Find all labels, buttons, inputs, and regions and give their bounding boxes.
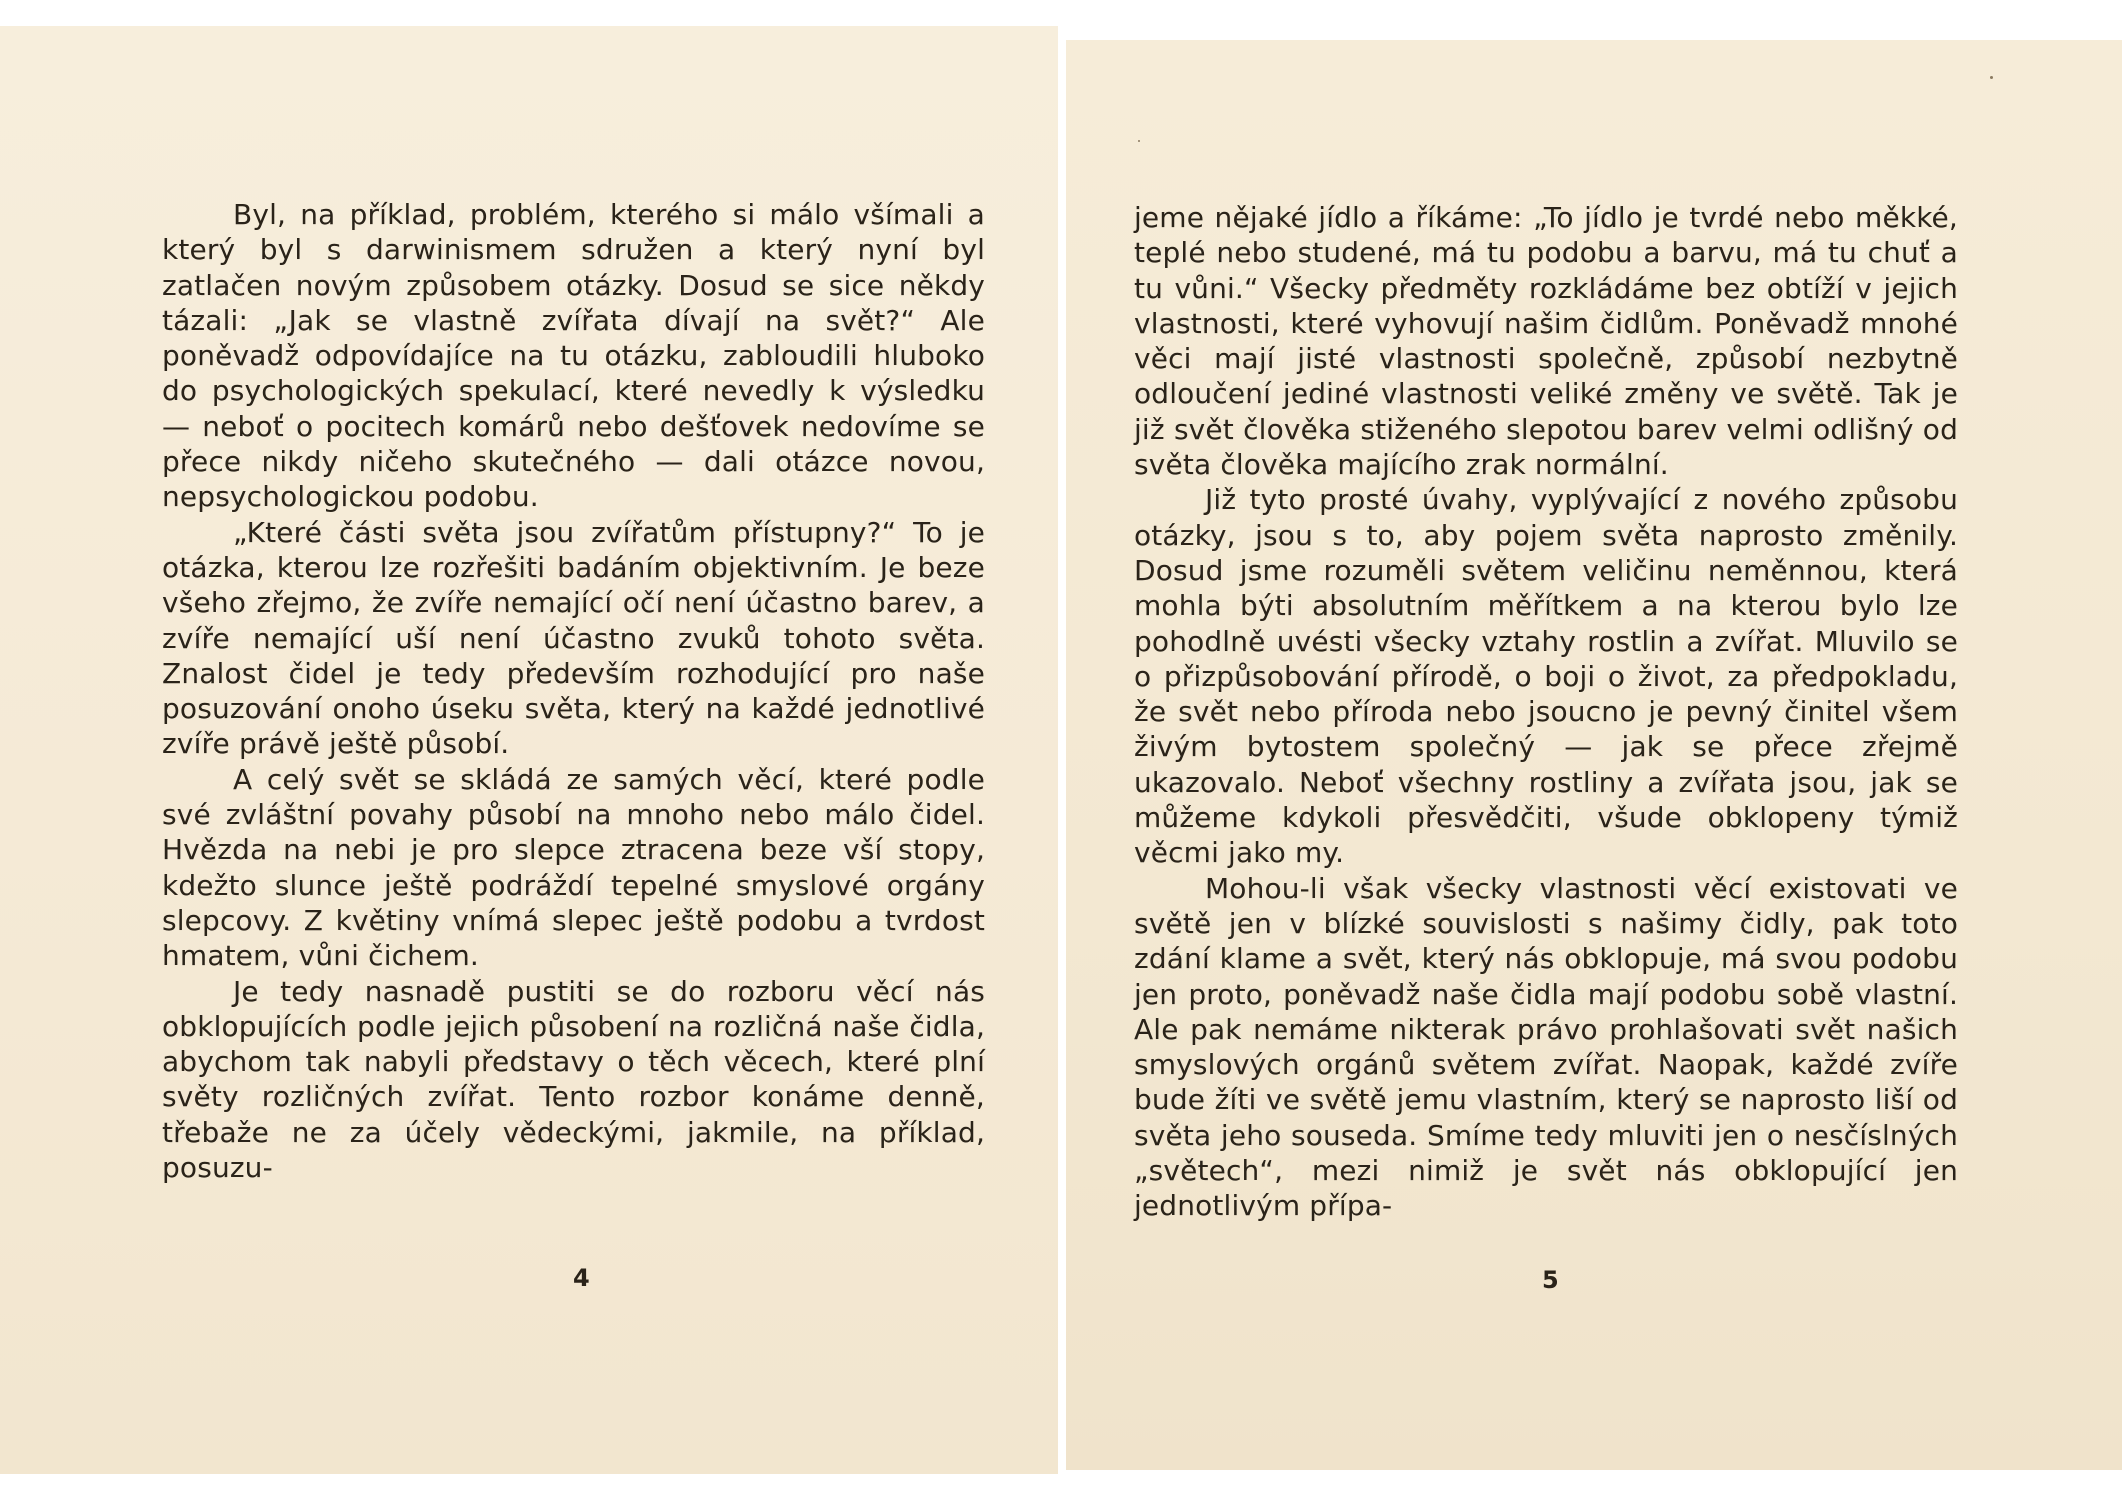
left-page-number: 4 — [573, 1264, 590, 1292]
right-paragraph-1: jeme nějaké jídlo a říkáme: „To jídlo je tvrdé nebo měkké, teplé nebo studené, má tu podobu a barvu, má tu chuť a tu vůni.“ Všecky předměty rozkládáme bez obtíží v jejich vlastnosti, které vyhovují našim čidlům. Poněvadž mnohé věci mají jisté vlastnosti společně, způsobí nezbytně odloučení jediné vlastnosti veliké změny ve světě. Tak je již svět člověka stiženého slepotou barev velmi odlišný od světa člověka majícího zrak normální. — [1134, 201, 1958, 482]
right-paragraph-2: Již tyto prosté úvahy, vyplývající z nového způsobu otázky, jsou s to, aby pojem světa naprosto změnily. Dosud jsme rozuměli světem veličinu neměnnou, která mohla býti absolutním měřítkem a na kterou bylo lze pohodlně uvésti všecky vztahy rostlin a zvířat. Mluvilo se o přizpůsobování přírodě, o boji o život, za předpokladu, že svět nebo příroda nebo jsoucno je pevný činitel všem živým bytostem společný — jak se přece zřejmě ukazovalo. Neboť všechny rostliny a zvířata jsou, jak se můžeme kdykoli přesvědčiti, všude obklopeny týmiž věcmi jako my. — [1134, 483, 1958, 870]
paper-speck — [1990, 76, 1993, 79]
left-page — [0, 26, 1060, 1474]
left-paragraph-2: „Které části světa jsou zvířatům přístupny?“ To je otázka, kterou lze rozřešiti badáním objektivním. Je beze všeho zřejmo, že zvíře nemající očí není účastno barev, a zvíře nemající uší není účastno zvuků tohoto světa. Znalost čidel je tedy především rozhodující pro naše posuzování onoho úseku světa, který na každé jednotlivé zvíře právě ještě působí. — [162, 515, 985, 761]
right-page — [1066, 40, 2122, 1470]
left-page-text — [162, 197, 985, 1185]
right-page-number: 5 — [1542, 1266, 1559, 1294]
left-paragraph-4: Je tedy nasnadě pustiti se do rozboru věcí nás obklopujících podle jejich působení na rozličná naše čidla, abychom tak nabyli představy o těch věcech, které plní světy rozličných zvířat. Tento rozbor konáme denně, třebaže ne za účely vědeckými, jakmile, na příklad, posuzu- — [162, 974, 985, 1185]
right-paragraph-3: Mohou-li však všecky vlastnosti věcí existovati ve světě jen v blízké souvislosti s našimy čidly, pak toto zdání klame a svět, který nás obklopuje, má svou podobu jen proto, poněvadž naše čidla mají podobu sobě vlastní. Ale pak nemáme nikterak právo prohlašovati svět našich smyslových orgánů světem zvířat. Naopak, každé zvíře bude žíti ve světě jemu vlastním, který se naprosto liší od světa jeho souseda. Smíme tedy mluviti jen o nesčíslných „světech“, mezi nimiž je svět nás obklopující jen jednotlivým přípa- — [1134, 871, 1958, 1223]
right-page-text — [1134, 200, 1958, 1224]
left-paragraph-1: Byl, na příklad, problém, kterého si málo všímali a který byl s darwinismem sdružen a který nyní byl zatlačen novým způsobem otázky. Dosud se sice někdy tázali: „Jak se vlastně zvířata dívají na svět?“ Ale poněvadž odpovídajíce na tu otázku, zabloudili hluboko do psychologických spekulací, které nevedly k výsledku — neboť o pocitech komárů nebo dešťovek nedovíme se přece nikdy ničeho skutečného — dali otázce novou, nepsychologickou podobu. — [162, 198, 985, 514]
left-paragraph-3: A celý svět se skládá ze samých věcí, které podle své zvláštní povahy působí na mnoho nebo málo čidel. Hvězda na nebi je pro slepce ztracena beze vší stopy, kdežto slunce ještě podráždí tepelné smyslové orgány slepcovy. Z květiny vnímá slepec ještě podobu a tvrdost hmatem, vůni čichem. — [162, 762, 985, 973]
paper-speck — [1138, 140, 1140, 142]
